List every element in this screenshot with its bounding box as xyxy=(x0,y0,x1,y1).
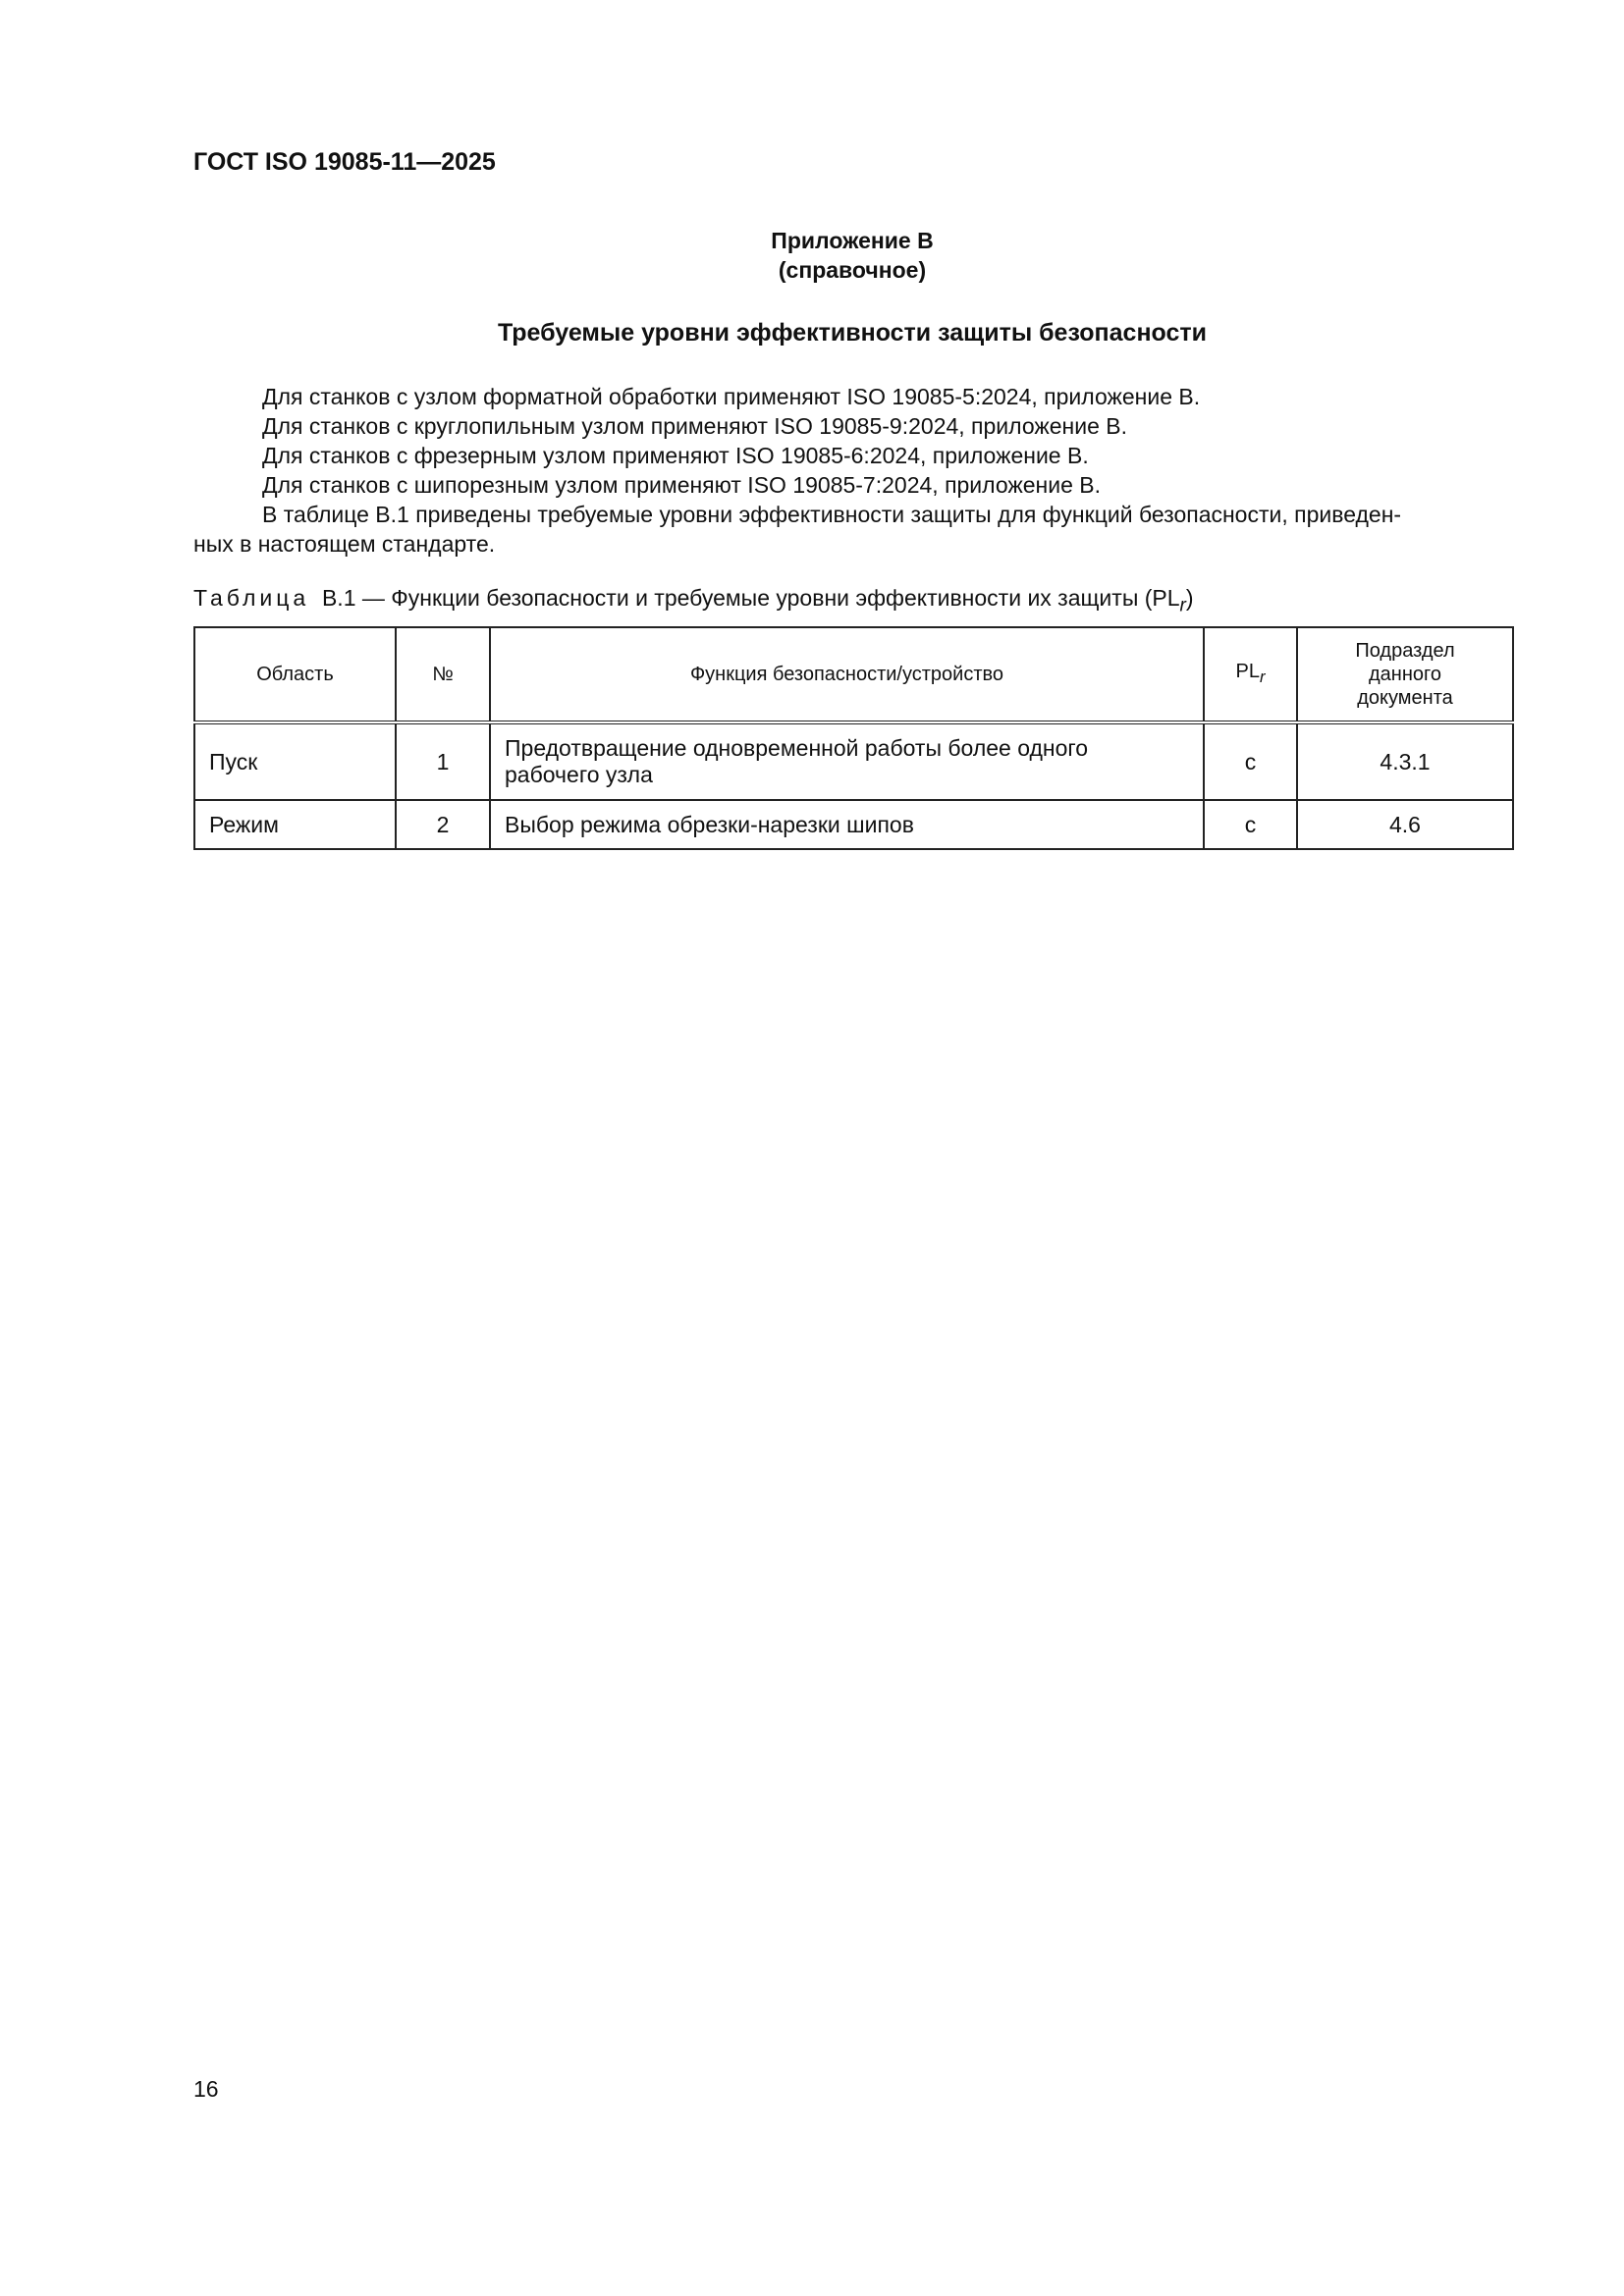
annex-label: Приложение В xyxy=(771,228,934,253)
header-function: Функция безопасности/устройство xyxy=(490,627,1204,722)
paragraph-2 xyxy=(193,411,1512,441)
page-number: 16 xyxy=(193,2076,219,2102)
paragraph-5-line-1: В таблице В.1 приведены требуемые уровни эффективности защиты для функций безопасности, приведен- xyxy=(262,502,1402,527)
annex-type: (справочное) xyxy=(778,257,927,283)
paragraph-3 xyxy=(193,441,1512,470)
header-pl-sub: r xyxy=(1259,667,1266,686)
cell-num: 1 xyxy=(396,722,490,800)
table-caption-prefix: Таблица xyxy=(193,585,310,611)
paragraph-4 xyxy=(193,470,1512,500)
cell-subsection: 4.6 xyxy=(1297,800,1513,849)
paragraph-1 xyxy=(193,382,1512,411)
paragraph-1-text: Для станков с узлом форматной обработки применяют ISO 19085-5:2024, приложение В. xyxy=(262,384,1201,409)
table-caption-text: В.1 — Функции безопасности и требуемые уровни эффективности их защиты (PL xyxy=(321,585,1180,611)
header-pl xyxy=(1204,627,1297,722)
header-num: № xyxy=(396,627,490,722)
header-subsection-line-3: документа xyxy=(1357,687,1453,709)
header-subsection-line-2: данного xyxy=(1369,664,1441,685)
paragraph-3-text: Для станков с фрезерным узлом применяют ISO 19085-6:2024, приложение В. xyxy=(262,443,1089,468)
cell-function-line-1: Предотвращение одновременной работы более одного xyxy=(505,735,1089,761)
paragraph-4-text: Для станков с шипорезным узлом применяют ISO 19085-7:2024, приложение В. xyxy=(262,472,1102,498)
paragraph-5-line-2: ных в настоящем стандарте. xyxy=(193,531,496,557)
header-pl-text: PL xyxy=(1235,661,1260,682)
cell-area: Режим xyxy=(194,800,396,849)
table-caption xyxy=(193,585,1194,617)
table-row xyxy=(194,722,1513,800)
paragraph-2-text: Для станков с круглопильным узлом применяют ISO 19085-9:2024, приложение В. xyxy=(262,413,1127,439)
cell-function: Выбор режима обрезки-нарезки шипов xyxy=(490,800,1204,849)
cell-pl: c xyxy=(1204,722,1297,800)
header-area: Область xyxy=(194,627,396,722)
paragraph-5 xyxy=(193,500,1512,559)
table-row xyxy=(194,800,1513,849)
table-header-row xyxy=(194,627,1513,722)
cell-pl: c xyxy=(1204,800,1297,849)
cell-function xyxy=(490,722,1204,800)
safety-functions-table xyxy=(193,626,1514,850)
cell-function-line-2: рабочего узла xyxy=(505,762,653,787)
table-caption-close: ) xyxy=(1185,585,1194,611)
header-subsection xyxy=(1297,627,1513,722)
document-header: ГОСТ ISO 19085-11—2025 xyxy=(193,148,496,176)
annex-title: Требуемые уровни эффективности защиты безопасности xyxy=(497,319,1208,347)
cell-area: Пуск xyxy=(194,722,396,800)
table-caption-sub: r xyxy=(1179,595,1186,616)
header-subsection-line-1: Подраздел xyxy=(1355,640,1455,662)
cell-num: 2 xyxy=(396,800,490,849)
cell-subsection: 4.3.1 xyxy=(1297,722,1513,800)
